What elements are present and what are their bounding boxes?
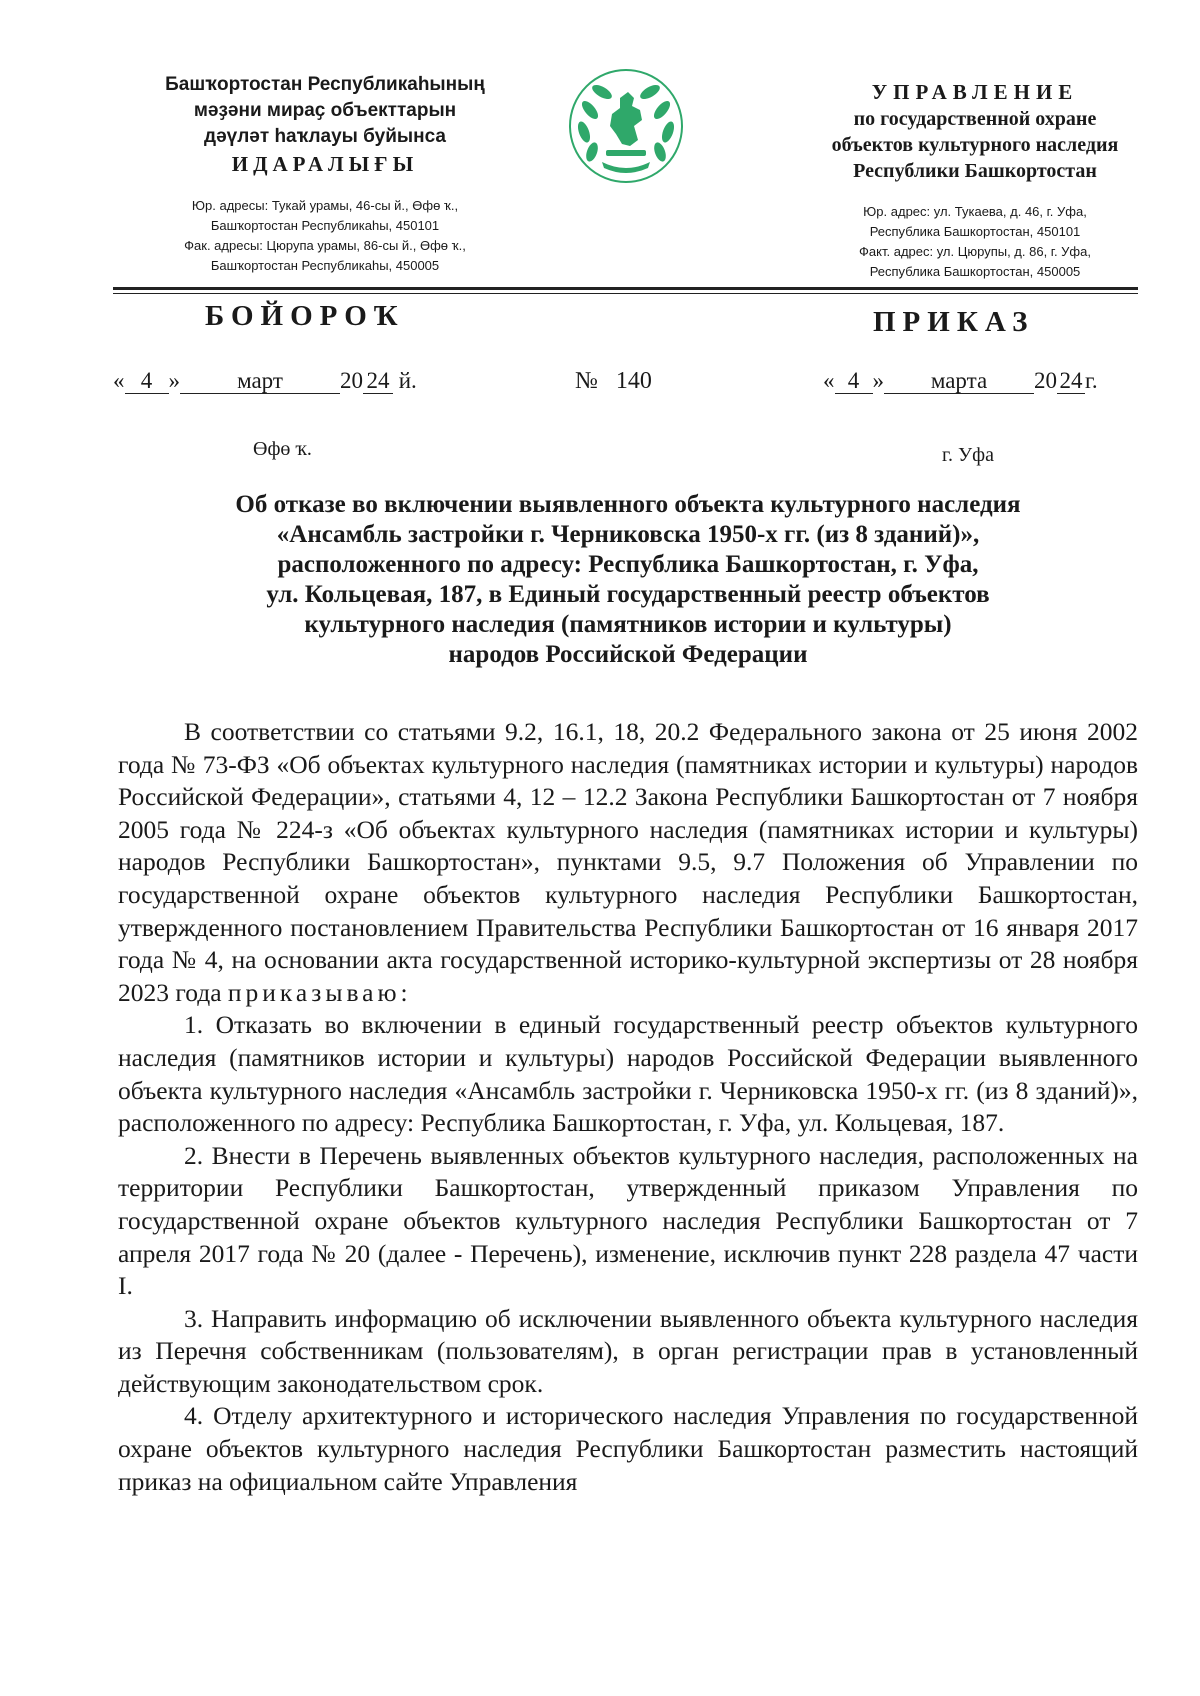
date-left-open-quote: «	[113, 368, 125, 393]
letterhead-right-line-3: объектов культурного наследия	[831, 134, 1119, 156]
letterhead-right	[780, 78, 1170, 282]
date-right-month: марта	[884, 369, 1034, 394]
letterhead-left-address	[100, 196, 550, 276]
item-4: 4. Отделу архитектурного и исторического наследия Управления по государственной охране объектов культурного наследия Республики Башкортостан разместить настоящий приказ на официальном сайте Управления	[118, 1401, 1138, 1496]
date-right-day: 4	[835, 369, 873, 394]
letterhead-right-line-4: Республики Башкортостан	[853, 160, 1097, 182]
order-word: приказываю:	[227, 977, 412, 1007]
left-address-line-1: Юр. адресы: Тукай урамы, 46-сы й., Өфө ҡ.,	[191, 198, 459, 213]
order-number-sign: №	[575, 368, 598, 394]
date-left-month: март	[180, 369, 340, 394]
item-1: 1. Отказать во включении в единый государственный реестр объектов культурного наследия (памятников истории и культуры) народов Российской Федерации выявленного объекта культурного наследия «Ансамбль застройки г. Черниковска 1950-х гг. (из 8 зданий)», расположенного по адресу: Республика Башкортостан, г. Уфа, ул. Кольцевая, 187.	[118, 1010, 1138, 1138]
letterhead-right-address	[780, 202, 1170, 282]
right-address-line-4: Республика Башкортостан, 450005	[869, 264, 1081, 279]
date-right	[823, 368, 1098, 394]
header-divider-thick	[113, 287, 1138, 290]
coat-of-arms-icon	[562, 62, 690, 190]
title-line-2: «Ансамбль застройки г. Черниковска 1950-х гг. (из 8 зданий)»,	[276, 521, 980, 548]
title-line-5: культурного наследия (памятников истории и культуры)	[304, 611, 952, 638]
city-left: Өфө ҡ.	[253, 438, 312, 460]
letterhead-right-line-2: по государственной охране	[853, 108, 1097, 130]
date-left-day: 4	[125, 369, 169, 394]
right-address-line-1: Юр. адрес: ул. Тукаева, д. 46, г. Уфа,	[863, 204, 1087, 219]
letterhead-left-line-2: мәҙәни мираҫ объекттарын	[193, 100, 457, 121]
left-address-line-4: Башҡортостан Республикаһы, 450005	[210, 258, 440, 273]
city-right: г. Уфа	[942, 444, 994, 466]
item-2: 2. Внести в Перечень выявленных объектов культурного наследия, расположенных на территории Республики Башкортостан, утвержденный приказом Управления по государственной охране объектов культурного наследия Республики Башкортостан от 7 апреля 2017 года № 20 (далее - Перечень), изменение, исключив пункт 228 раздела 47 части I.	[118, 1140, 1138, 1301]
title-line-3: расположенного по адресу: Республика Башкортостан, г. Уфа,	[277, 551, 979, 578]
date-left-close-quote: »	[168, 368, 180, 393]
date-left-year-unit: й.	[398, 368, 417, 393]
item-3: 3. Направить информацию об исключении выявленного объекта культурного наследия из Перечня собственникам (пользователям), в орган регистрации прав в установленный действующим законодательством срок.	[118, 1303, 1138, 1398]
right-address-line-2: Республика Башкортостан, 450101	[869, 224, 1081, 239]
order-number	[575, 368, 652, 395]
letterhead-right-line-1: УПРАВЛЕНИЕ	[871, 80, 1079, 104]
left-address-line-3: Фак. адресы: Цюрупа урамы, 86-сы й., Өфө ҡ.,	[184, 238, 466, 253]
right-address-line-3: Факт. адрес: ул. Цюрупы, д. 86, г. Уфа,	[859, 244, 1091, 259]
date-left-year-prefix: 20	[340, 368, 363, 393]
title-line-1: Об отказе во включении выявленного объекта культурного наследия	[235, 491, 1021, 518]
date-right-year-suffix: 24	[1057, 369, 1085, 394]
date-right-year-prefix: 20	[1034, 368, 1057, 393]
order-number-value: 140	[615, 368, 652, 394]
title-line-4: ул. Кольцевая, 187, в Единый государственный реестр объектов	[266, 581, 990, 608]
letterhead-left-line-3: дәүләт һаҡлауы буйынса	[204, 126, 446, 147]
doc-type-left: БОЙОРОҠ	[205, 300, 405, 332]
doc-type-right: ПРИКАЗ	[873, 306, 1035, 338]
preamble-text: В соответствии со статьями 9.2, 16.1, 18, 20.2 Федерального закона от 25 июня 2002 года № 73-ФЗ «Об объектах культурного наследия (памятниках истории и культуры) народов Российской Федерации», статьями 4, 12 – 12.2 Закона Республики Башкортостан от 7 ноября 2005 года № 224-з «Об объектах культурного наследия (памятниках истории и культуры) народов Республики Башкортостан», пунктами 9.5, 9.7 Положения об Управлении по государственной охране объектов культурного наследия Республики Башкортостан, утвержденного постановлением Правительства Республики Башкортостан от 16 января 2017 года № 4, на основании акта государственной историко-культурной экспертизы от 28 ноября 2023 года	[118, 717, 1138, 1007]
title-line-6: народов Российской Федерации	[448, 641, 808, 668]
date-left-year-suffix: 24	[363, 369, 393, 394]
date-right-open-quote: «	[823, 368, 835, 393]
document-title	[118, 490, 1138, 670]
document-body	[118, 716, 1138, 1498]
letterhead-left-line-4: ИДАРАЛЫҒЫ	[231, 152, 419, 176]
letterhead-left-line-1: Башҡортостан Республикаһының	[165, 74, 485, 95]
left-address-line-2: Башҡортостан Республикаһы, 450101	[210, 218, 440, 233]
header-divider-thin	[113, 293, 1138, 294]
letterhead-left	[100, 72, 550, 276]
date-right-close-quote: »	[872, 368, 884, 393]
date-left	[113, 368, 417, 394]
preamble-paragraph	[118, 716, 1138, 1009]
date-right-year-unit: г.	[1085, 368, 1098, 393]
